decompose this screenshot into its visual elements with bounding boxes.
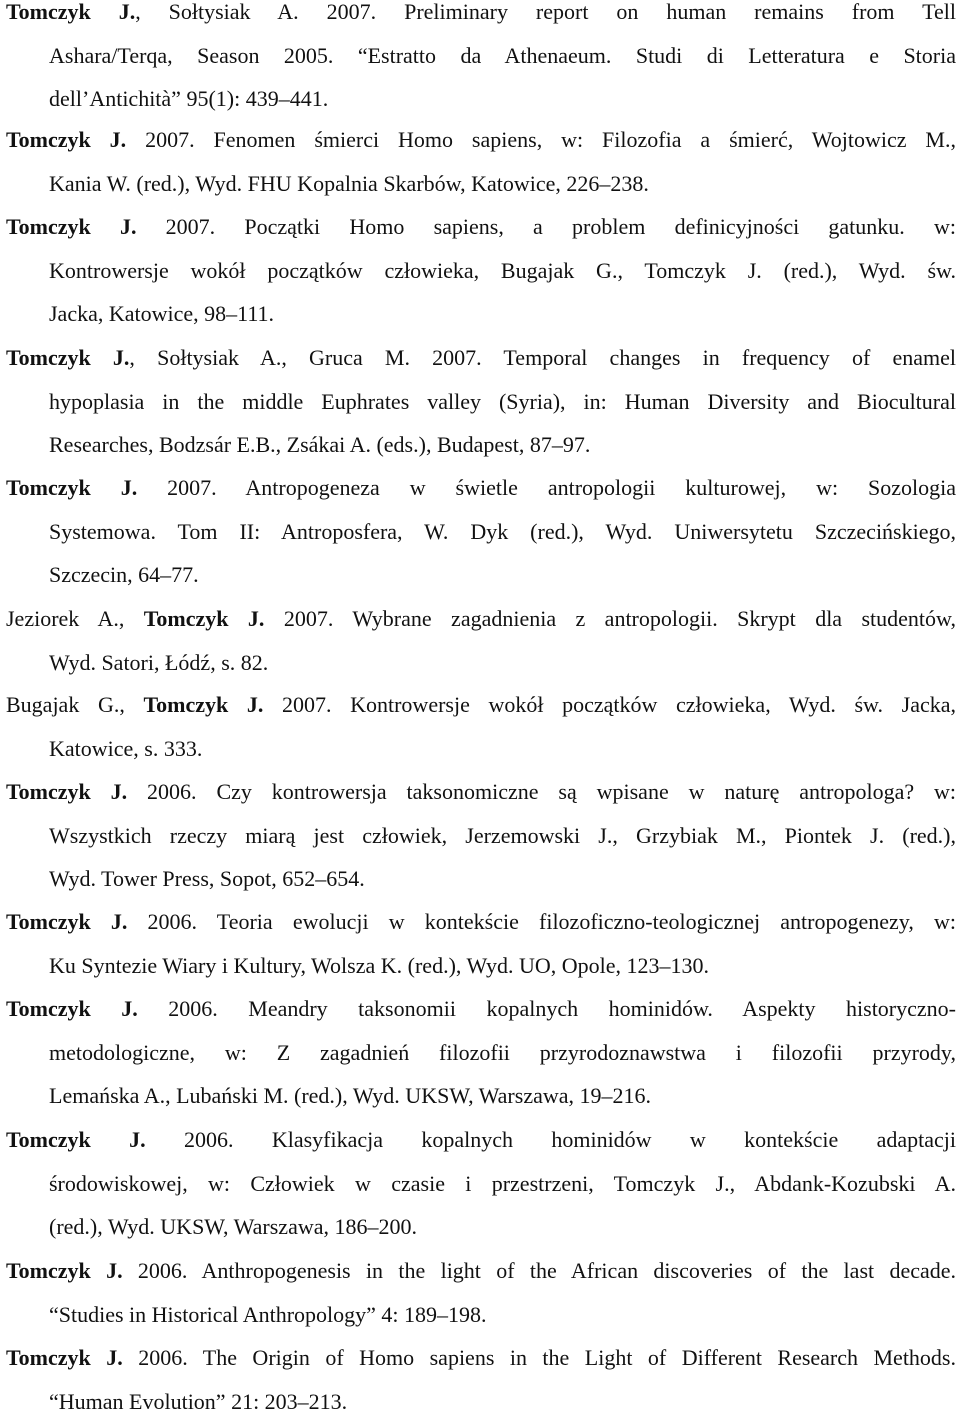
reference-text: , Sołtysiak A. 2007. Preliminary report on human remains from Tell — [135, 0, 956, 24]
author-name-bold: Tomczyk J. — [6, 1258, 123, 1283]
reference-line — [6, 857, 956, 901]
reference-line — [6, 336, 956, 380]
reference-text: 2006. Klasyfikacja kopalnych hominidów w kontekście adaptacji — [146, 1127, 956, 1152]
reference-line — [6, 1293, 956, 1337]
reference-text: 2007. Wybrane zagadnienia z antropologii. Skrypt dla studentów, — [264, 606, 956, 631]
reference-line — [6, 814, 956, 858]
reference-entry — [6, 597, 956, 684]
reference-text: hypoplasia in the middle Euphrates valley (Syria), in: Human Diversity and Biocultural — [49, 389, 956, 414]
reference-text: (red.), Wyd. UKSW, Warszawa, 186–200. — [49, 1214, 417, 1239]
reference-line — [6, 641, 956, 685]
reference-text: Wyd. Tower Press, Sopot, 652–654. — [49, 866, 365, 891]
reference-line — [6, 597, 956, 641]
reference-entry — [6, 1118, 956, 1249]
reference-entry — [6, 900, 956, 987]
reference-text: środowiskowej, w: Człowiek w czasie i przestrzeni, Tomczyk J., Abdank-Kozubski A. — [49, 1171, 956, 1196]
reference-text: 2007. Fenomen śmierci Homo sapiens, w: Filozofia a śmierć, Wojtowicz M., — [126, 127, 956, 152]
reference-text: 2006. Czy kontrowersja taksonomiczne są wpisane w naturę antropologa? w: — [127, 779, 956, 804]
author-name-bold: Tomczyk J. — [6, 475, 137, 500]
reference-line — [6, 987, 956, 1031]
reference-line — [6, 900, 956, 944]
reference-line — [6, 466, 956, 510]
reference-text: Systemowa. Tom II: Antroposfera, W. Dyk (red.), Wyd. Uniwersytetu Szczecińskiego, — [49, 519, 956, 544]
reference-text: , Sołtysiak A., Gruca M. 2007. Temporal changes in frequency of enamel — [129, 345, 956, 370]
reference-line — [6, 1162, 956, 1206]
reference-line — [6, 380, 956, 424]
author-name-bold: Tomczyk J. — [143, 692, 263, 717]
author-name-bold: Tomczyk J. — [6, 909, 127, 934]
reference-entry — [6, 118, 956, 205]
reference-entry — [6, 683, 956, 770]
reference-line — [6, 205, 956, 249]
reference-line — [6, 1336, 956, 1380]
author-name-bold: Tomczyk J. — [6, 127, 126, 152]
reference-text: Szczecin, 64–77. — [49, 562, 199, 587]
reference-line — [6, 1074, 956, 1118]
reference-line — [6, 292, 956, 336]
reference-text: Kania W. (red.), Wyd. FHU Kopalnia Skarbów, Katowice, 226–238. — [49, 171, 649, 196]
reference-text: Ku Syntezie Wiary i Kultury, Wolsza K. (red.), Wyd. UO, Opole, 123–130. — [49, 953, 709, 978]
reference-entry — [6, 466, 956, 597]
reference-text: dell’Antichità” 95(1): 439–441. — [49, 86, 328, 111]
reference-line — [6, 77, 956, 121]
reference-text: “Human Evolution” 21: 203–213. — [49, 1389, 347, 1414]
author-name-bold: Tomczyk J. — [6, 0, 135, 24]
reference-line — [6, 944, 956, 988]
reference-line — [6, 553, 956, 597]
reference-text: Jacka, Katowice, 98–111. — [49, 301, 274, 326]
reference-line — [6, 118, 956, 162]
reference-text: 2007. Antropogeneza w świetle antropologii kulturowej, w: Sozologia — [137, 475, 956, 500]
reference-text: 2006. Teoria ewolucji w kontekście filozoficzno-teologicznej antropogenezy, w: — [127, 909, 956, 934]
reference-text: metodologiczne, w: Z zagadnień filozofii przyrodoznawstwa i filozofii przyrody, — [49, 1040, 956, 1065]
reference-entry — [6, 987, 956, 1118]
reference-text: Kontrowersje wokół początków człowieka, Bugajak G., Tomczyk J. (red.), Wyd. św. — [49, 258, 956, 283]
reference-entry — [6, 0, 956, 121]
reference-text: 2006. Anthropogenesis in the light of the African discoveries of the last decade. — [123, 1258, 956, 1283]
reference-text: Lemańska A., Lubański M. (red.), Wyd. UKSW, Warszawa, 19–216. — [49, 1083, 651, 1108]
reference-line — [6, 1249, 956, 1293]
reference-entry — [6, 205, 956, 336]
reference-line — [6, 162, 956, 206]
reference-text: “Studies in Historical Anthropology” 4: 189–198. — [49, 1302, 487, 1327]
author-name-bold: Tomczyk J. — [6, 345, 129, 370]
reference-entry — [6, 336, 956, 467]
reference-text: 2007. Kontrowersje wokół początków człowieka, Wyd. św. Jacka, — [263, 692, 956, 717]
reference-line — [6, 770, 956, 814]
reference-text: 2006. The Origin of Homo sapiens in the Light of Different Research Methods. — [123, 1345, 956, 1370]
reference-line — [6, 1205, 956, 1249]
reference-line — [6, 0, 956, 34]
reference-line — [6, 249, 956, 293]
reference-entry — [6, 1249, 956, 1336]
reference-entry — [6, 770, 956, 901]
reference-entry — [6, 1336, 956, 1423]
reference-text: 2007. Początki Homo sapiens, a problem definicyjności gatunku. w: — [136, 214, 956, 239]
author-name-bold: Tomczyk J. — [144, 606, 265, 631]
reference-text: Katowice, s. 333. — [49, 736, 202, 761]
author-name-bold: Tomczyk J. — [6, 779, 127, 804]
reference-text: Wszystkich rzeczy miarą jest człowiek, Jerzemowski J., Grzybiak M., Piontek J. (red.), — [49, 823, 956, 848]
reference-text: Researches, Bodzsár E.B., Zsákai A. (eds.), Budapest, 87–97. — [49, 432, 590, 457]
reference-text: Jeziorek A., — [6, 606, 144, 631]
author-name-bold: Tomczyk J. — [6, 1345, 123, 1370]
reference-line — [6, 34, 956, 78]
reference-text: Wyd. Satori, Łódź, s. 82. — [49, 650, 268, 675]
reference-text: Ashara/Terqa, Season 2005. “Estratto da Athenaeum. Studi di Letteratura e Storia — [49, 43, 956, 68]
author-name-bold: Tomczyk J. — [6, 1127, 146, 1152]
reference-line — [6, 423, 956, 467]
author-name-bold: Tomczyk J. — [6, 996, 138, 1021]
reference-text: 2006. Meandry taksonomii kopalnych hominidów. Aspekty historyczno- — [138, 996, 956, 1021]
reference-line — [6, 1380, 956, 1423]
reference-line — [6, 1118, 956, 1162]
reference-line — [6, 1031, 956, 1075]
author-name-bold: Tomczyk J. — [6, 214, 136, 239]
reference-line — [6, 683, 956, 727]
reference-line — [6, 727, 956, 771]
reference-line — [6, 510, 956, 554]
reference-text: Bugajak G., — [6, 692, 143, 717]
